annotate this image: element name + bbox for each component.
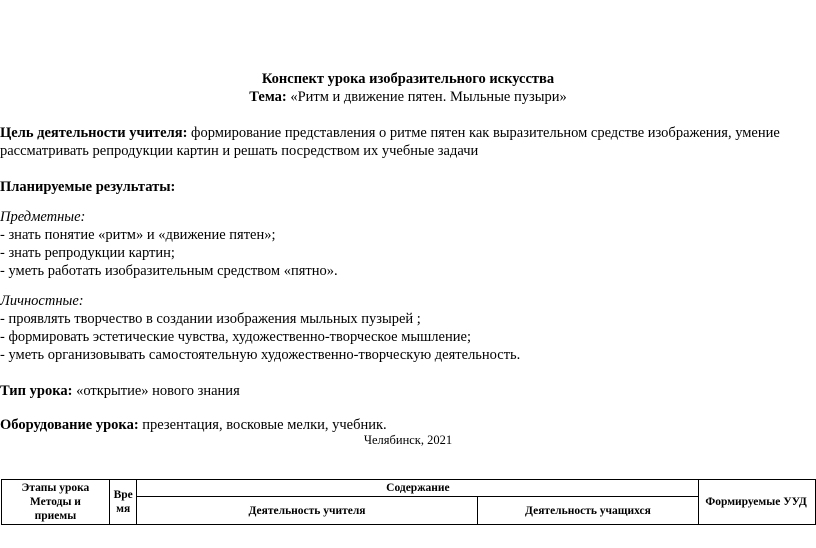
personal-result-item: - проявлять творчество в создании изображения мыльных пузырей ; [0, 311, 421, 327]
lesson-plan-table [1, 479, 816, 525]
header-forming: Формируемые УУД [699, 480, 816, 525]
header-content: Содержание [137, 480, 699, 497]
subject-result-item: - знать понятие «ритм» и «движение пятен»; [0, 227, 276, 243]
lesson-type: Тип урока: «открытие» нового знания [0, 383, 240, 399]
subject-results-heading: Предметные: [0, 209, 86, 225]
teacher-goal: Цель деятельности учителя: формирование представления о ритме пятен как выразительном средстве изображения, умение [0, 125, 780, 141]
city-year: Челябинск, 2021 [363, 433, 453, 447]
lesson-theme: Тема: «Ритм и движение пятен. Мыльные пузыри» [249, 89, 567, 105]
header-teacher-activity: Деятельность учителя [137, 497, 477, 525]
document-title: Конспект урока изобразительного искусства [261, 71, 555, 87]
personal-result-item: - уметь организовывать самостоятельную художественно-творческую деятельность. [0, 347, 521, 363]
personal-result-item: - формировать эстетические чувства, художественно-творческое мышление; [0, 329, 471, 345]
subject-result-item: - знать репродукции картин; [0, 245, 175, 261]
teacher-goal-continued: рассматривать репродукции картин и решать посредством их учебные задачи [0, 143, 479, 159]
header-student-activity: Деятельность учащихся [477, 497, 699, 525]
header-time: Вре мя [109, 480, 137, 525]
personal-results-heading: Личностные: [0, 293, 84, 309]
subject-result-item: - уметь работать изобразительным средством «пятно». [0, 263, 338, 279]
planned-results-heading: Планируемые результаты: [0, 179, 176, 195]
header-stages: Этапы урока Методы и приемы [2, 480, 110, 525]
lesson-equipment: Оборудование урока: презентация, восковые мелки, учебник. [0, 417, 387, 433]
